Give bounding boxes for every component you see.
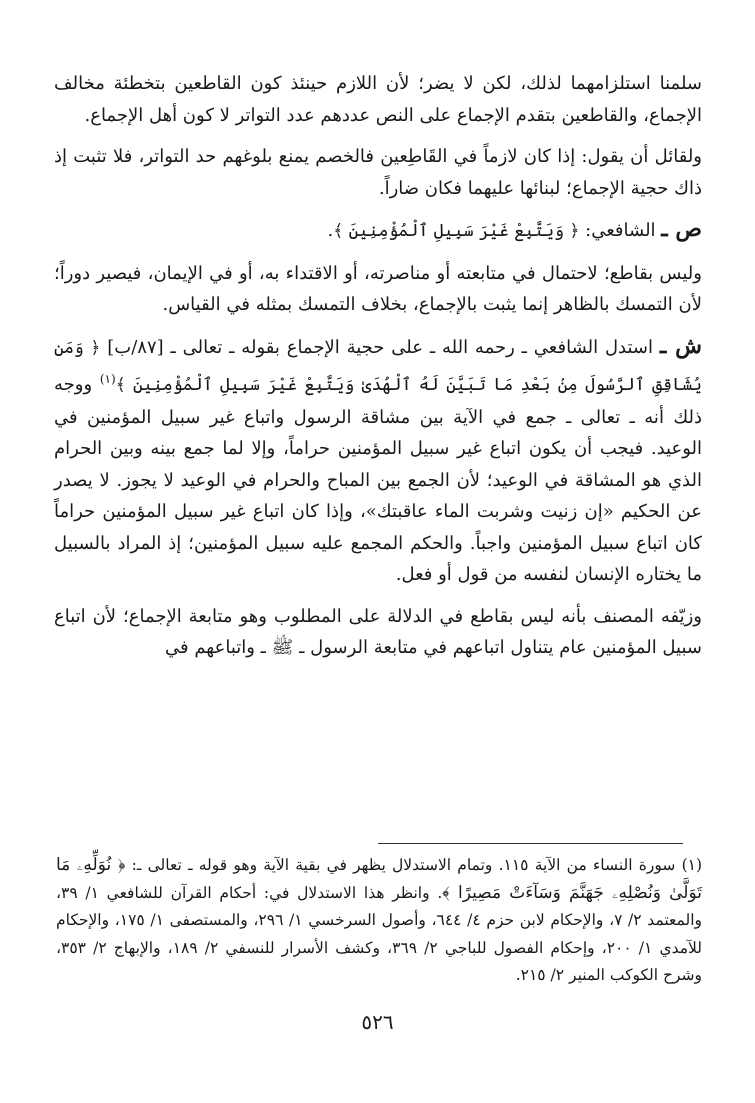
page-number: ٥٢٦ [361, 1010, 394, 1034]
paragraph-2: ولقائل أن يقول: إذا كان لازماً في القَاطِعين فالخصم يمنع بلوغهم حد التواتر، فلا تثبت إذ ذاك حجية الإجماع؛ لبنائها عليهما فكان ضاراً. [54, 146, 703, 199]
main-text [54, 68, 702, 664]
footnote-text-1: سورة النساء من الآية ١١٥. وتمام الاستدلال يظهر في بقية الآية وهو قوله ـ تعالى ـ: [131, 856, 676, 874]
footnote-divider [378, 843, 683, 844]
paragraph-5-body: ووجه ذلك أنه ـ تعالى ـ جمع في الآية بين مشاقة الرسول واتباع غير سبيل المؤمنين في الوعيد. فيجب أن يكون اتباع غير سبيل المؤمنين حراماً، وإلا لما جمع بينه وبين الحرام الذي هو المشاقة في الوعيد؛ لأن الجمع بين المباح والحرام في الوعيد لا يجوز. لا يصدر عن الحكيم «إن زنيت وشربت الماء عاقبتك»، وإذا كان اتباع غير سبيل المؤمنين حراماً كان اتباع سبيل المؤمنين واجباً. والحكم المجمع عليه سبيل المؤمنين؛ إذ المراد بالسبيل ما يختاره الإنسان لنفسه من قول أو فعل. [54, 374, 702, 585]
paragraph-3 [54, 214, 702, 248]
quran-verse: ﴿ وَيَتَّبِعْ غَيْرَ سَبِيلِ ٱلْمُؤْمِنِينَ ﴾ [333, 221, 580, 241]
paragraph-5-intro: استدل الشافعي ـ رحمه الله ـ على حجية الإجماع بقوله ـ تعالى ـ [٨٧/ب] [107, 336, 654, 358]
sad-label: ص ـ [661, 216, 702, 242]
footnote-number: (١) [681, 856, 703, 874]
paragraph-6: وزيّفه المصنف بأنه ليس بقاطع في الدلالة على المطلوب وهو متابعة الإجماع؛ لأن اتباع سبيل المؤمنين عام يتناول اتباعهم في متابعة الرسول ـ ﷺ ـ واتباعهم في [54, 605, 702, 658]
footnote [56, 852, 702, 990]
footnote-text-2: . وانظر هذا الاستدلال في: أحكام القرآن للشافعي ١/ ٣٩، والمعتمد ٢/ ٧، والإحكام لابن حزم ٤/ ٦٤٤، وأصول السرخسي ١/ ٢٩٦، والمستصفى ١/ ١٧٥، والإحكام للآمدي ١/ ٢٠٠، وإحكام الفصول للباجي ٢/ ٣٦٩، وكشف الأسرار للنسفي ٢/ ١٨٩، والإبهاج ٢/ ٣٥٣، وشرح الكوكب المنير ٢/ ٢١٥. [56, 883, 703, 984]
shafii-text: الشافعي: [585, 220, 656, 241]
period: . [327, 220, 334, 241]
footnote-reference[interactable]: (١) [99, 372, 116, 386]
quran-verse-full: ﴿ وَمَن يُشَاقِقِ ٱلرَّسُولَ مِنۢ بَعْدِ مَا تَبَيَّنَ لَهُ ٱلْهُدَىٰ وَيَتَّبِعْ غَيْرَ سَبِيلِ ٱلْمُؤْمِنِينَ ﴾ [54, 337, 702, 395]
paragraph-4: وليس بقاطع؛ لاحتمال في متابعته أو مناصرته، أو الاقتداء به، أو في الإيمان، فيصير دوراً؛ لأن التمسك بالظاهر إنما يثبت بالإجماع، بخلاف التمسك بمثله في القياس. [54, 262, 702, 315]
paragraph-1: سلمنا استلزامهما لذلك، لكن لا يضر؛ لأن اللازم حينئذ كون القاطعين بتخطئة مخالف الإجماع، والقاطعين بتقدم الإجماع على النص عددهم عدد التواتر لا كون أهل الإجماع. [54, 73, 702, 126]
shin-label: ش ـ [659, 332, 702, 359]
paragraph-5 [54, 331, 702, 591]
footnote-quran: ﴿ نُوَلِّهِۦ مَا تَوَلَّىٰ وَنُصْلِهِۦ جَهَنَّمَ وَسَآءَتْ مَصِيرًا ﴾ [56, 855, 702, 903]
